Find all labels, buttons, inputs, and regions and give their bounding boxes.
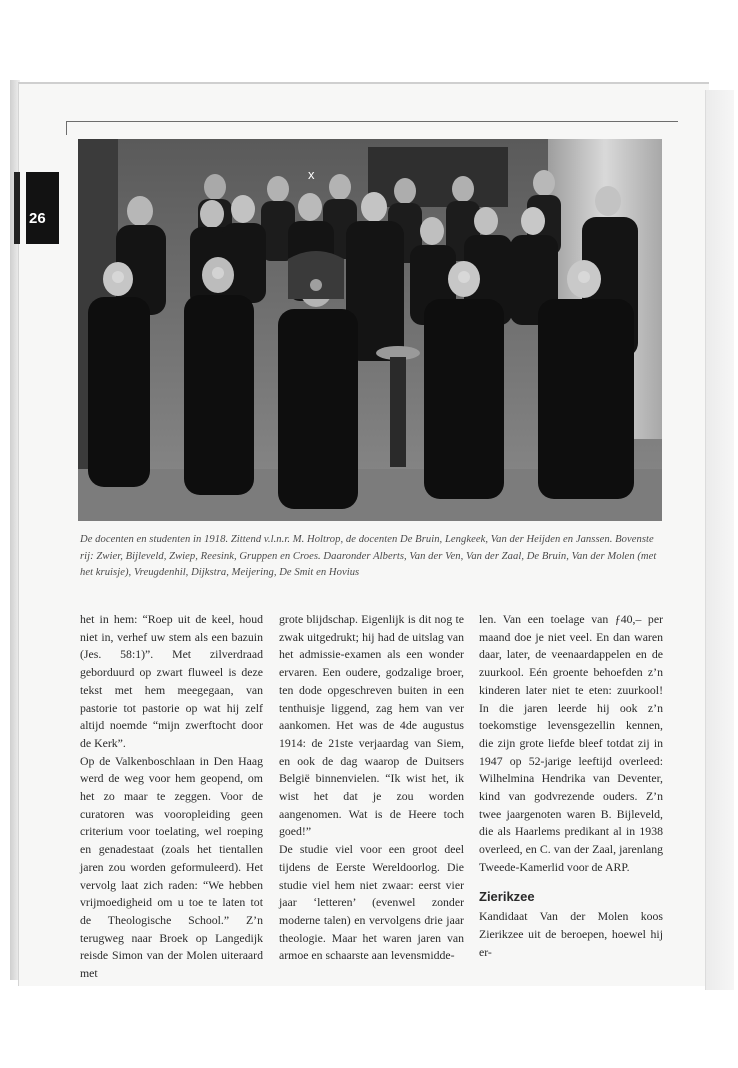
page-number: 26 xyxy=(29,210,46,227)
text-column-2 xyxy=(279,611,464,965)
text-column-3 xyxy=(479,611,663,961)
page-number-tab xyxy=(26,172,59,244)
text-column-1 xyxy=(80,611,263,983)
paragraph: grote blijdschap. Eigenlijk is dit nog te zwak uitgedrukt; hij had de uitslag van het admissie-examen als een wonder ervaren. Een oudere, godzalige broer, ten dode opgeschreven buiten in een tenthuisje liggend, zag hem van ver aankomen. Het was de 4de augustus 1914: de 21ste verjaardag van Siem, en ook de dag waarop de Duitsers België binnenvielen. “Ik wist het, ik wist het dat je zou worden aangenomen. Wat is de Heere toch goed!” xyxy=(279,612,464,839)
page-right-edge xyxy=(705,90,734,990)
paragraph: len. Van een toelage van ƒ40,– per maand doe je niet veel. En dan waren daar, later, de veenaardappelen en de zuurkool. Eén groente behoefden z’n kinderen later niet te eten: zuurkool! In die jaren leerde hij ook z’n toekomstige levensgezellin kennen, die zijn grote liefde bleef totdat zij in 1947 op 52-jarige leeftijd overleed: Wilhelmina Hendrika van Deventer, kind van godvrezende ouders. Z’n twee jaargenoten waren B. Bijleveld, die als Haarlems predikant al in 1938 overleed, en C. van der Zaal, jarenlang Tweede-Kamerlid voor de ARP. xyxy=(479,612,663,874)
binding-mark xyxy=(14,172,20,244)
header-rule-tick xyxy=(66,121,67,135)
caption-text: De docenten en studenten in 1918. Zittend v.l.n.r. M. Holtrop, de docenten De Bruin, Lengkeek, Van der Heijden en Janssen. Bovenste rij: Zwier, Bijleveld, Zwiep, Reesink, Gruppen en Croes. Daaronder Alberts, Van der Ven, Van der Zaal, De Bruin, Van der Molen (met het kruisje), Vreugdenhil, Dijkstra, Meijering, De Smit en Hovius xyxy=(80,534,657,578)
group-photograph xyxy=(78,139,662,521)
paragraph: Kandidaat Van der Molen koos Zierikzee uit de beroepen, hoewel hij er- xyxy=(479,909,663,959)
group-photograph-illustration xyxy=(78,139,662,521)
photo-caption xyxy=(80,532,664,582)
cross-marker: x xyxy=(308,167,315,182)
paragraph: Op de Valkenboschlaan in Den Haag werd de weg voor hem geopend, om het zo maar te zeggen. Voor de curatoren was vooropleiding geen criterium voor toelating, wel roeping en genadestaat (zoals het tientallen jaren zou worden geformuleerd). Het vervolg laat zich raden: “We hebben vrijmoedigheid om u toe te laten tot de Theologische School.” Z’n terugweg naar Broek op Langedijk reisde Simon van der Molen uiteraard met xyxy=(80,753,263,981)
header-rule xyxy=(66,121,678,122)
paragraph: het in hem: “Roep uit de keel, houd niet in, verhef uw stem als een bazuin (Jes. 58:1)”. Met zilverdraad geborduurd op zwart fluweel is deze tekst met hem meegegaan, van pastorie tot pastorie op wat hij zelf altijd noemde “mijn zwerftocht door de Kerk”. xyxy=(80,612,263,750)
paragraph: De studie viel voor een groot deel tijdens de Eerste Wereldoorlog. Die studie viel hem niet zwaar: eerst vier jaar ‘letteren’ (evenwel zonder moderne talen) en vervolgens drie jaar theologie. Maar het waren jaren van armoe en schaarste aan levensmidde- xyxy=(279,842,464,963)
section-heading: Zierikzee xyxy=(479,888,535,904)
